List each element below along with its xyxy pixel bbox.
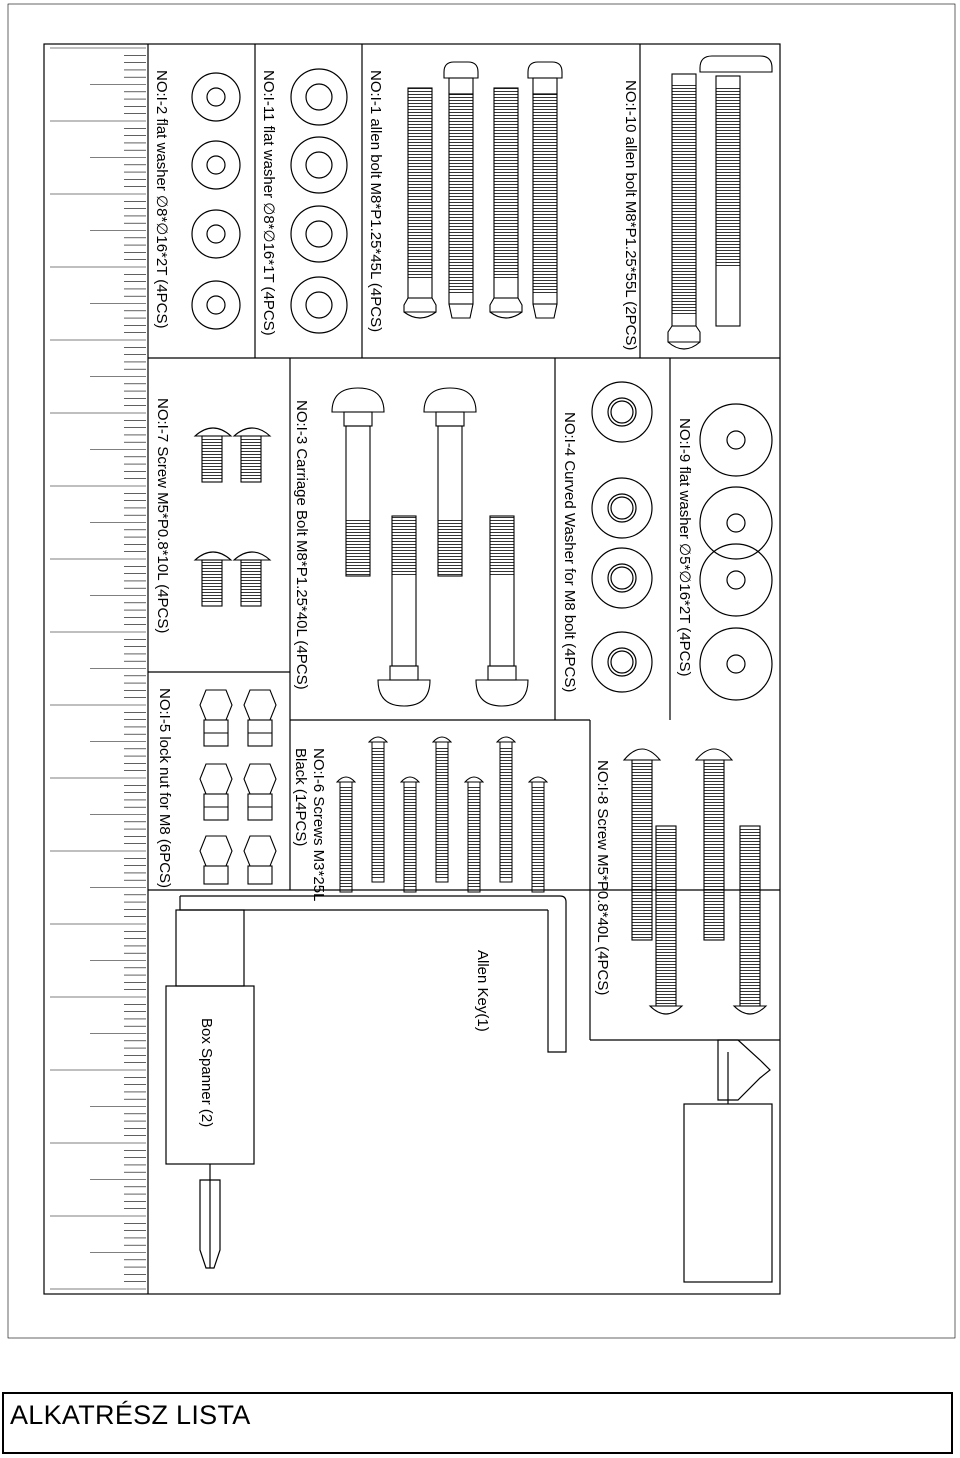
part-label-i1: NO:I-1 allen bolt M8*P1.25*45L (4PCS) [367,70,384,333]
screw-icon [529,777,547,892]
allen-key-label: Allen Key(1) [474,950,491,1032]
part-label-i6-line2: Black (14PCS) [292,748,309,847]
part-label-i8: NO:I-8 Screw M5*P0.8*40L (4PCS) [594,760,611,996]
part-label-i2: NO:I-2 flat washer ∅8*∅16*2T (4PCS) [153,70,170,329]
part-label-i4: NO:I-4 Curved Washer for M8 bolt (4PCS) [561,412,578,693]
curved-washer-icon [592,382,652,692]
part-label-i10: NO:I-10 allen bolt M8*P1.25*55L (2PCS) [622,80,639,351]
screw-icon [369,737,387,882]
screw-icon [337,777,355,892]
flat-washer-icon [700,404,772,700]
page-title: ALKATRÉSZ LISTA [10,1400,251,1430]
measuring-ruler [44,44,146,1294]
box-spanner-icon [166,910,772,1282]
screw-icon [195,428,270,606]
lock-nut-icon [200,690,276,884]
allen-key-icon [180,896,566,1052]
screw-icon [465,777,483,892]
part-label-i9: NO:I-9 flat washer ∅5*∅16*2T (4PCS) [676,418,693,677]
flat-washer-icon [291,69,347,333]
box-spanner-label: Box Spanner (2) [198,1018,215,1128]
footer-title-box [2,1392,953,1454]
part-label-i3: NO:I-3 Carriage Bolt M8*P1.25*40L (4PCS) [293,400,310,690]
screw-icon [401,777,419,892]
carriage-bolt-icon [332,388,528,706]
part-label-i11: NO:I-11 flat washer ∅8*∅16*1T (4PCS) [260,70,277,336]
outer-frame [8,4,955,1338]
screw-icon [624,749,766,1014]
screw-icon [497,737,515,882]
screw-icon [433,737,451,882]
screw-icon [337,737,547,892]
flat-washer-icon [192,73,240,329]
part-label-i6-line1: NO:I-6 Screws M3*25L [310,748,327,902]
part-label-i7: NO:I-7 Screw M5*P0.8*10L (4PCS) [154,398,171,634]
allen-bolt-icon [668,56,772,349]
part-label-i5: NO:I-5 lock nut for M8 (6PCS) [156,688,173,889]
